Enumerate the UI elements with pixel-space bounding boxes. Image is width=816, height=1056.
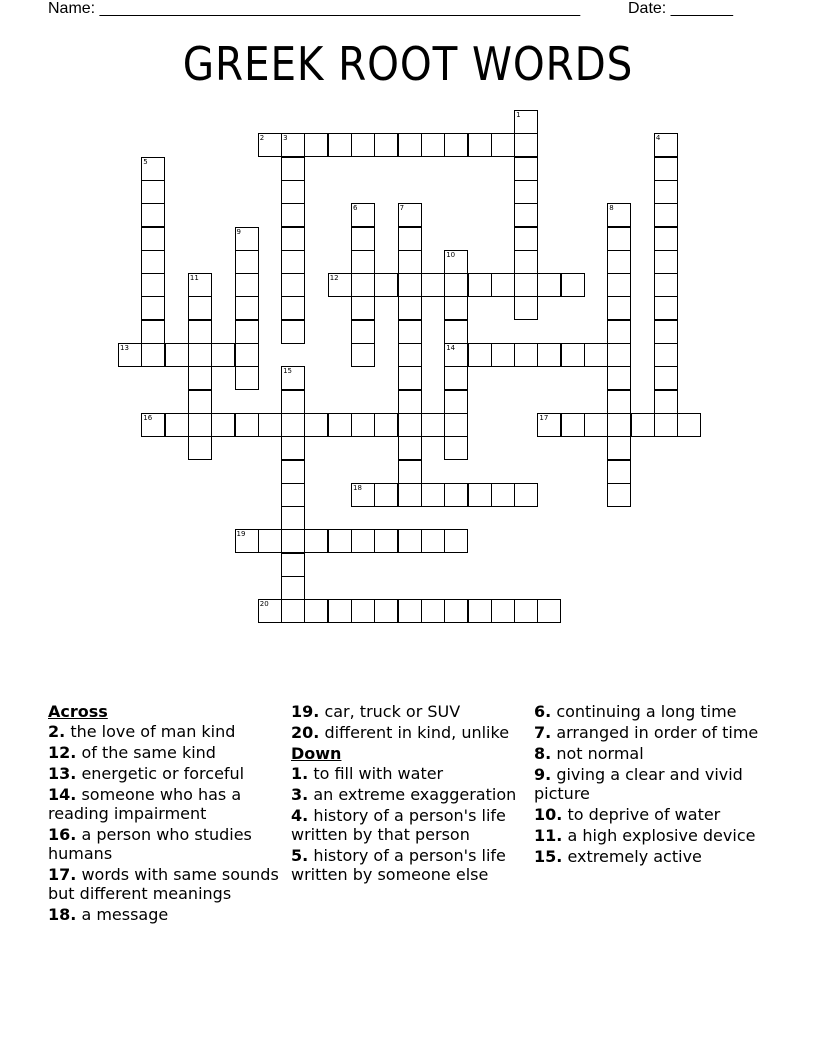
grid-cell[interactable] [141,343,165,367]
grid-cell[interactable] [328,529,352,553]
grid-cell[interactable] [281,250,305,274]
grid-cell[interactable] [654,250,678,274]
grid-cell[interactable] [654,320,678,344]
grid-cell[interactable] [165,413,189,437]
clue-number: 2 [259,134,265,143]
grid-cell[interactable] [281,599,305,623]
grid-cell[interactable] [398,250,422,274]
grid-cell[interactable] [188,320,212,344]
clue-number: 5 [143,157,148,166]
grid-cell[interactable] [398,483,422,507]
grid-cell[interactable] [351,273,375,297]
grid-cell[interactable] [537,343,561,367]
grid-cell[interactable] [607,320,631,344]
grid-cell[interactable] [654,343,678,367]
grid-cell[interactable] [188,366,212,390]
grid-cell[interactable] [281,180,305,204]
grid-cell[interactable] [281,296,305,320]
grid-cell[interactable] [398,320,422,344]
grid-cell[interactable] [444,320,468,344]
grid-cell[interactable] [304,529,328,553]
grid-cell[interactable] [398,460,422,484]
clue-down-11: 11. a high explosive device [534,826,756,845]
grid-cell[interactable] [654,227,678,251]
clue-number: 18 [353,483,362,492]
grid-cell[interactable] [374,133,398,157]
clue-down-7: 7. arranged in order of time [534,723,759,742]
grid-cell[interactable] [607,273,631,297]
grid-cell[interactable] [188,436,212,460]
grid-cell[interactable] [328,133,352,157]
grid-cell[interactable] [514,203,538,227]
grid-cell[interactable] [235,250,259,274]
grid-cell[interactable] [281,133,305,157]
clue-number: 12 [329,274,339,283]
grid-cell[interactable] [654,390,678,414]
clue-across-14: 14. someone who has a reading impairment [48,785,242,823]
grid-cell[interactable] [281,483,305,507]
grid-cell[interactable] [444,366,468,390]
grid-cell[interactable] [118,343,142,367]
clue-down-15: 15. extremely active [534,847,702,866]
grid-cell[interactable] [631,413,655,437]
grid-cell[interactable] [444,390,468,414]
grid-cell[interactable] [654,273,678,297]
date-field-label: Date: _______ [628,0,733,17]
grid-cell[interactable] [141,413,165,437]
grid-cell[interactable] [374,483,398,507]
grid-cell[interactable] [537,273,561,297]
clue-number: 3 [283,134,288,143]
grid-cell[interactable] [141,273,165,297]
grid-cell[interactable] [398,529,422,553]
clue-number: 15 [283,367,293,376]
grid-cell[interactable] [281,157,305,181]
grid-cell[interactable] [281,203,305,227]
grid-cell[interactable] [537,413,561,437]
grid-cell[interactable] [444,250,468,274]
grid-cell[interactable] [491,343,515,367]
grid-cell[interactable] [304,413,328,437]
grid-cell[interactable] [491,599,515,623]
grid-cell[interactable] [607,413,631,437]
clue-across-18: 18. a message [48,905,169,924]
grid-cell[interactable] [188,296,212,320]
clue-number: 19 [236,530,246,539]
grid-cell[interactable] [398,133,422,157]
grid-cell[interactable] [398,599,422,623]
grid-cell[interactable] [374,599,398,623]
grid-cell[interactable] [444,599,468,623]
grid-cell[interactable] [165,343,189,367]
grid-cell[interactable] [141,203,165,227]
grid-cell[interactable] [328,273,352,297]
clue-down-5: 5. history of a person's life written by someone else [291,846,506,884]
page-title: GREEK ROOT WORDS [182,37,634,91]
grid-cell[interactable] [444,296,468,320]
grid-cell[interactable] [398,436,422,460]
clues-column-1 [48,702,284,926]
clue-number: 10 [446,250,456,259]
grid-cell[interactable] [351,413,375,437]
clue-number: 4 [655,134,661,143]
grid-cell[interactable] [235,320,259,344]
down-heading: Down [291,744,342,763]
grid-cell[interactable] [421,529,445,553]
clue-across-13: 13. energetic or forceful [48,764,245,783]
grid-cell[interactable] [281,436,305,460]
grid-cell[interactable] [607,366,631,390]
clues-column-3 [534,702,774,868]
clue-down-4: 4. history of a person's life written by that person [291,806,506,844]
grid-cell[interactable] [281,413,305,437]
clue-across-16: 16. a person who studies humans [48,825,252,863]
grid-cell[interactable] [351,250,375,274]
grid-cell[interactable] [514,180,538,204]
grid-cell[interactable] [188,273,212,297]
grid-cell[interactable] [421,599,445,623]
grid-cell[interactable] [468,343,492,367]
grid-cell[interactable] [537,599,561,623]
grid-cell[interactable] [235,366,259,390]
grid-cell[interactable] [468,273,492,297]
grid-cell[interactable] [258,133,282,157]
grid-cell[interactable] [421,133,445,157]
clue-number: 9 [236,227,241,236]
grid-cell[interactable] [398,296,422,320]
across-heading: Across [48,702,108,721]
grid-cell[interactable] [654,203,678,227]
grid-cell[interactable] [514,343,538,367]
grid-cell[interactable] [188,413,212,437]
grid-cell[interactable] [281,576,305,600]
clue-number: 17 [539,413,549,422]
grid-cell[interactable] [444,133,468,157]
clue-across-2: 2. the love of man kind [48,722,236,741]
grid-cell[interactable] [351,203,375,227]
grid-cell[interactable] [328,413,352,437]
grid-cell[interactable] [351,227,375,251]
grid-cell[interactable] [677,413,701,437]
grid-cell[interactable] [514,599,538,623]
grid-cell[interactable] [514,250,538,274]
grid-cell[interactable] [514,483,538,507]
grid-cell[interactable] [281,227,305,251]
clue-number: 14 [446,344,456,352]
grid-cell[interactable] [258,413,282,437]
grid-cell[interactable] [351,529,375,553]
clue-down-3: 3. an extreme exaggeration [291,785,517,804]
grid-cell[interactable] [235,273,259,297]
grid-cell[interactable] [584,413,608,437]
grid-cell[interactable] [491,273,515,297]
clue-down-1: 1. to fill with water [291,764,444,783]
grid-cell[interactable] [235,529,259,553]
grid-cell[interactable] [654,413,678,437]
grid-cell[interactable] [398,203,422,227]
clue-number: 6 [353,204,358,213]
clue-across-20: 20. different in kind, unlike [291,723,510,742]
clue-down-8: 8. not normal [534,744,644,763]
grid-cell[interactable] [141,180,165,204]
grid-cell[interactable] [607,460,631,484]
grid-cell[interactable] [398,273,422,297]
grid-cell[interactable] [141,250,165,274]
grid-cell[interactable] [444,273,468,297]
grid-cell[interactable] [398,413,422,437]
grid-cell[interactable] [351,483,375,507]
grid-cell[interactable] [398,390,422,414]
grid-cell[interactable] [281,273,305,297]
grid-cell[interactable] [141,157,165,181]
grid-cell[interactable] [584,343,608,367]
grid-cell[interactable] [444,436,468,460]
grid-cell[interactable] [235,413,259,437]
grid-cell[interactable] [374,529,398,553]
grid-cell[interactable] [141,227,165,251]
grid-cell[interactable] [607,343,631,367]
grid-cell[interactable] [235,296,259,320]
grid-cell[interactable] [351,296,375,320]
clue-number: 13 [120,344,129,352]
grid-cell[interactable] [514,227,538,251]
grid-cell[interactable] [514,110,538,134]
grid-cell[interactable] [351,599,375,623]
clue-number: 8 [609,204,614,213]
grid-cell[interactable] [351,320,375,344]
grid-cell[interactable] [281,390,305,414]
grid-cell[interactable] [421,413,445,437]
grid-cell[interactable] [141,320,165,344]
grid-cell[interactable] [398,227,422,251]
grid-cell[interactable] [304,133,328,157]
grid-cell[interactable] [654,157,678,181]
grid-cell[interactable] [514,273,538,297]
grid-cell[interactable] [235,343,259,367]
clues-column-2 [291,702,531,886]
grid-cell[interactable] [561,343,585,367]
grid-cell[interactable] [654,366,678,390]
grid-cell[interactable] [607,203,631,227]
grid-cell[interactable] [491,133,515,157]
name-field-label: Name: ______________________________________________________ [48,0,581,17]
grid-cell[interactable] [654,180,678,204]
grid-cell[interactable] [235,227,259,251]
grid-cell[interactable] [607,227,631,251]
grid-cell[interactable] [514,133,538,157]
grid-cell[interactable] [654,133,678,157]
clue-number: 1 [516,111,521,119]
grid-cell[interactable] [374,413,398,437]
clue-number: 20 [259,600,269,609]
grid-cell[interactable] [281,529,305,553]
grid-cell[interactable] [607,483,631,507]
grid-cell[interactable] [607,390,631,414]
grid-cell[interactable] [328,599,352,623]
grid-cell[interactable] [514,157,538,181]
grid-cell[interactable] [281,366,305,390]
grid-cell[interactable] [468,133,492,157]
grid-cell[interactable] [398,343,422,367]
grid-cell[interactable] [444,413,468,437]
grid-cell[interactable] [281,506,305,530]
grid-cell[interactable] [421,273,445,297]
grid-cell[interactable] [561,273,585,297]
grid-cell[interactable] [607,296,631,320]
grid-cell[interactable] [281,460,305,484]
grid-cell[interactable] [444,483,468,507]
grid-cell[interactable] [281,553,305,577]
grid-cell[interactable] [141,296,165,320]
grid-cell[interactable] [258,599,282,623]
grid-cell[interactable] [491,483,515,507]
clue-across-12: 12. of the same kind [48,743,216,762]
clue-across-17: 17. words with same sounds but different meanings [48,865,279,903]
grid-cell[interactable] [374,273,398,297]
grid-cell[interactable] [211,343,235,367]
grid-cell[interactable] [281,320,305,344]
grid-cell[interactable] [351,133,375,157]
grid-cell[interactable] [607,436,631,460]
grid-cell[interactable] [421,483,445,507]
grid-cell[interactable] [514,296,538,320]
grid-cell[interactable] [211,413,235,437]
grid-cell[interactable] [444,529,468,553]
clue-down-10: 10. to deprive of water [534,805,721,824]
clue-number: 11 [189,274,199,283]
grid-cell[interactable] [468,599,492,623]
grid-cell[interactable] [258,529,282,553]
grid-cell[interactable] [188,343,212,367]
grid-cell[interactable] [468,483,492,507]
grid-cell[interactable] [188,390,212,414]
grid-cell[interactable] [351,343,375,367]
clue-number: 16 [143,413,153,422]
clue-down-9: 9. giving a clear and vivid picture [534,765,743,803]
grid-cell[interactable] [444,343,468,367]
grid-cell[interactable] [654,296,678,320]
grid-cell[interactable] [398,366,422,390]
clue-across-19: 19. car, truck or SUV [291,702,461,721]
grid-cell[interactable] [607,250,631,274]
clue-down-6: 6. continuing a long time [534,702,737,721]
clue-number: 7 [399,204,405,213]
grid-cell[interactable] [304,599,328,623]
grid-cell[interactable] [561,413,585,437]
